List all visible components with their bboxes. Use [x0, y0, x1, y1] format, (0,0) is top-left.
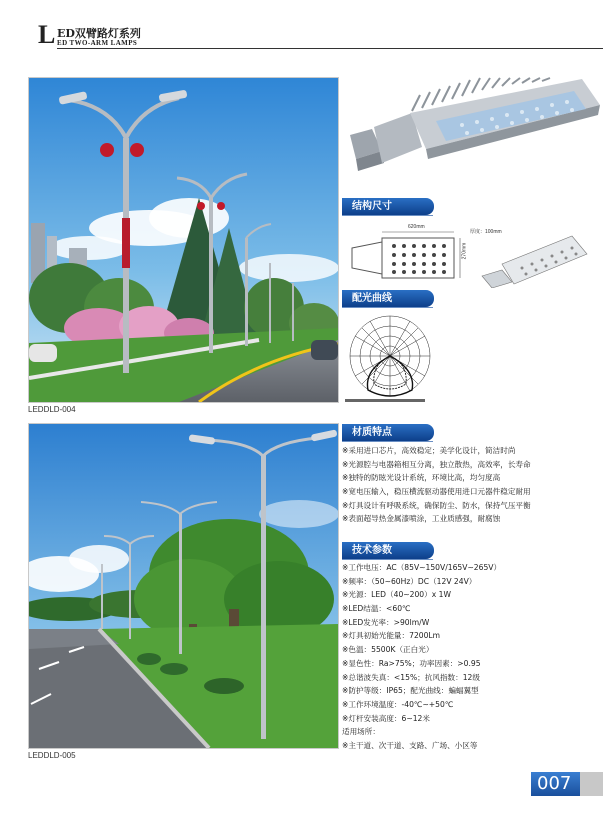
polar-curve [342, 312, 452, 408]
street-lamp-photo-1 [28, 77, 339, 403]
tech-param-item: ※防护等级：IP65；配光曲线：蝙蝠翼型 [342, 686, 479, 696]
tech-param-item: ※工作电压：AC（85V~150V/165V~265V） [342, 563, 502, 572]
section-tab-structure: 结构尺寸 [342, 198, 434, 215]
page-number: 007 [531, 772, 580, 796]
tech-param-item: ※显色性：Ra>75%；功率因素：>0.95 [342, 658, 481, 668]
photo-2-caption: LEDDLD-005 [28, 751, 76, 760]
street-lamp-scene-2 [29, 424, 338, 748]
material-feature-item: ※独特的防眩光设计系统，环境比高，均匀度高 [342, 473, 501, 483]
header-title-cn: ED双臂路灯系列 [57, 27, 141, 40]
material-feature-item: ※采用进口芯片，高效稳定；美学化设计，简洁时尚 [342, 446, 516, 455]
dimension-drawing [342, 224, 603, 288]
material-feature-item: ※光源腔与电器箱相互分离，独立散热，高效率，长寿命 [342, 459, 531, 469]
section-rule [342, 441, 433, 442]
tech-param-item: ※光源：LED（40~200）x 1W [342, 590, 451, 600]
material-feature-item: ※灯具设计有呼吸系统，确保防尘、防水，保持气压平衡 [342, 500, 531, 510]
section-tab-light-curve: 配光曲线 [342, 290, 434, 307]
dimension-height: 270mm [461, 242, 468, 260]
lamp-product-drawing [342, 77, 603, 193]
lamp-product-image [342, 77, 603, 193]
tech-param-item: ※频率：（50~60Hz）DC（12V 24V） [342, 576, 477, 586]
material-features-list [342, 444, 531, 526]
light-distribution-chart [342, 312, 452, 408]
section-tab-material: 材质特点 [342, 424, 434, 441]
street-lamp-scene-1 [29, 78, 338, 402]
header-title-en: ED TWO-ARM LAMPS [57, 39, 138, 47]
tech-param-item: 适用场所： [342, 727, 380, 737]
page-number-bar [580, 772, 603, 796]
tech-param-item: ※主干道、次干道、支路、广场、小区等 [342, 740, 478, 750]
header-initial: L [38, 20, 56, 49]
section-rule [342, 215, 433, 216]
material-feature-item: ※宽电压输入，稳压横流驱动器使用进口元器件稳定耐用 [342, 487, 531, 497]
street-lamp-photo-2 [28, 423, 339, 749]
tech-param-item: ※灯杆安装高度：6~12米 [342, 713, 430, 723]
dimension-depth: 厚度：100mm [470, 229, 502, 235]
tech-param-item: ※色温：5500K（正白光） [342, 645, 434, 655]
tech-param-item: ※总谐波失真：<15%；抗风指数：12级 [342, 672, 480, 682]
photo-1-caption: LEDDLD-004 [28, 405, 76, 414]
header-rule [57, 48, 603, 49]
section-rule [342, 559, 433, 560]
dimension-width: 620mm [408, 224, 425, 230]
tech-param-item: ※LED结温：<60℃ [342, 604, 411, 614]
tech-param-item: ※灯具初始光能量：7200Lm [342, 631, 441, 641]
section-tab-tech: 技术参数 [342, 542, 434, 559]
tech-param-item: ※工作环境温度：-40℃~+50℃ [342, 699, 454, 709]
section-rule [342, 307, 433, 308]
material-feature-item: ※表面超导热金属漆喷涂，工业质感强，耐腐蚀 [342, 514, 501, 524]
tech-param-item: ※LED发光率：>90lm/W [342, 617, 430, 627]
tech-params-list [342, 561, 501, 753]
